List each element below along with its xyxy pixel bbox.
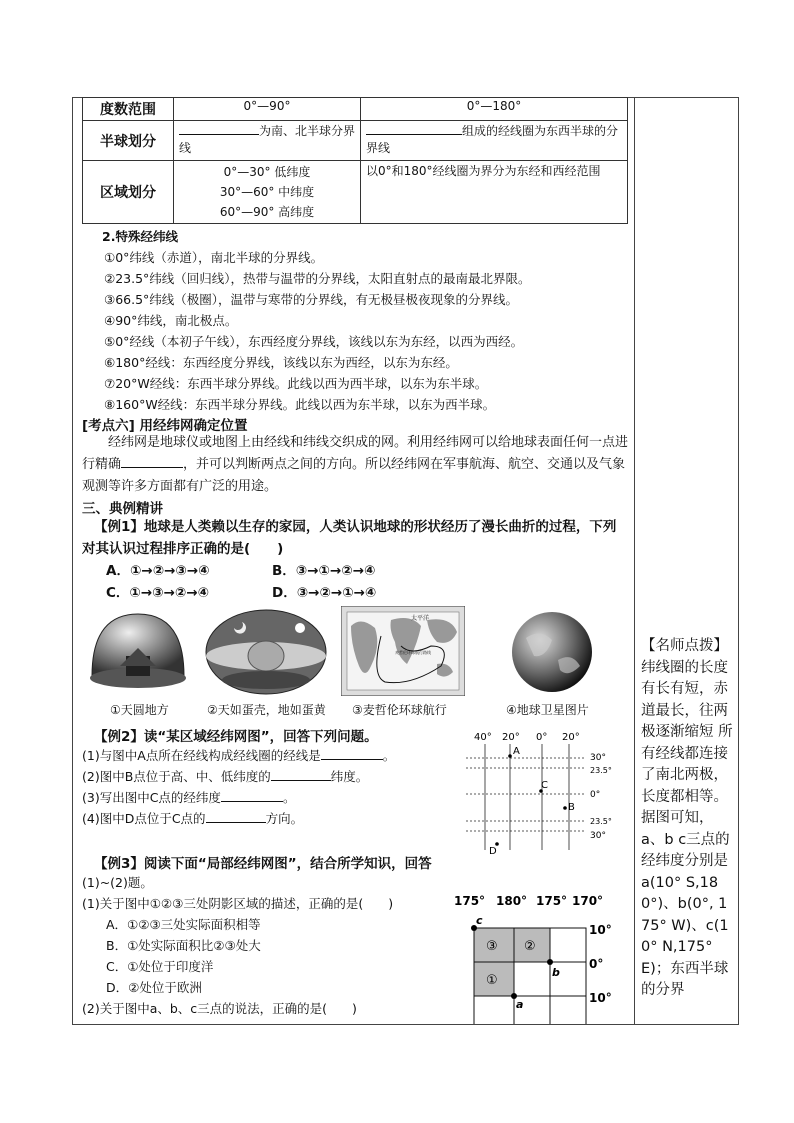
teacher-tip: 【名师点拨】纬线圈的长度有长有短，赤道最长，往两极逐渐缩短 所有经线都连接了南北两极，长度都相等。据图可知，a、b c三点的经纬度分别是a(10° S,180°)、b(0°, 175° W)、c(10° N,175° E)；东西半球的分界 <box>641 638 733 998</box>
ex2-item: (4)图中D点位于C点的 方向。 <box>82 811 304 826</box>
kp6-paragraph: 经纬网是地球仪或地图上由经线和纬线交织成的网。利用经纬网可以给地球表面任何一点进行精确 ，并可以判断两点之间的方向。所以经纬网在军事航海、航空、交通以及气象观测等许多方面都有广泛的用途。 <box>82 435 629 494</box>
special-item: ④90°纬线，南北极点。 <box>104 313 238 328</box>
ex3-sub1: (1)关于图中①②③三处阴影区域的描述，正确的是( ) <box>82 896 394 911</box>
point-label: A <box>513 746 520 757</box>
row-head: 度数范围 <box>83 98 174 121</box>
ex1-option: A．①→②→③→④ <box>106 563 210 579</box>
lat-label: 0° <box>590 790 601 800</box>
ex3-option: B．①处实际面积比②③处大 <box>106 938 261 953</box>
point-label: D <box>489 846 497 857</box>
row-head: 区域划分 <box>83 161 174 224</box>
local-grid-figure <box>452 890 622 1024</box>
lon-label: 175° <box>454 894 486 908</box>
special-item: ⑤0°经线（本初子午线），东西经度分界线，该线以东为东经，以西为西经。 <box>104 334 524 349</box>
region-label: ② <box>524 939 536 954</box>
lat-label: 0° <box>589 957 604 971</box>
caption: ③麦哲伦环球航行 <box>352 703 447 717</box>
special-title: 2.特殊经纬线 <box>102 229 178 244</box>
point-label: C <box>541 780 548 791</box>
ex1-option: D．③→②→①→④ <box>272 585 377 601</box>
special-item: ⑥180°经线：东西经度分界线，该线以东为西经，以东为东经。 <box>104 355 458 370</box>
ex2-question: 【例2】读“某区域经纬网图”，回答下列问题。 <box>94 729 378 745</box>
region-label: ③ <box>486 939 498 954</box>
egg-cosmos-image <box>204 608 328 696</box>
ex1-option: C．①→③→②→④ <box>106 585 210 601</box>
lat-hemisphere: 为南、北半球分界线 <box>174 121 361 161</box>
caption: ④地球卫星图片 <box>506 703 589 717</box>
lon-zones: 以0°和180°经线圈为界分为东经和西经范围 <box>361 161 628 224</box>
ex3-option: D．②处位于欧洲 <box>106 980 202 995</box>
lon-label: 175° <box>536 894 568 908</box>
lat-label: 23.5° <box>590 766 612 775</box>
ex2-item: (3)写出图中C点的经纬度 。 <box>82 790 296 805</box>
kp6-title: [考点六] 用经纬网确定位置 <box>82 418 248 434</box>
lon-label: 0° <box>536 732 548 743</box>
point-label: B <box>568 802 575 813</box>
point-label: a <box>516 998 524 1011</box>
ex2-item: (1)与图中A点所在经线构成经线圈的经线是 。 <box>82 748 396 763</box>
ex3-option: C．①处位于印度洋 <box>106 959 214 974</box>
lat-label: 10° <box>589 923 612 937</box>
ex2-item: (2)图中B点位于高、中、低纬度的 纬度。 <box>82 769 369 784</box>
region-label: ① <box>486 973 498 988</box>
ex3-sub2: (2)关于图中a、b、c三点的说法，正确的是( ) <box>82 1001 357 1016</box>
lat-label: 30° <box>590 831 606 841</box>
ex1-option: B．③→①→②→④ <box>272 563 376 579</box>
lon-label: 40° <box>474 732 492 743</box>
special-item: ②23.5°纬线（回归线），热带与温带的分界线，太阳直射点的最南最北界限。 <box>104 271 531 286</box>
point-label: c <box>476 914 483 927</box>
lat-label: 23.5° <box>590 817 612 826</box>
lon-label: 170° <box>572 894 604 908</box>
row-head: 半球划分 <box>83 121 174 161</box>
lat-label: 10° <box>589 991 612 1005</box>
lat-range: 0°—90° <box>174 98 361 121</box>
ex3-question: 【例3】阅读下面“局部经纬网图”，结合所学知识，回答 <box>94 856 432 872</box>
ex3-question-cont: (1)~(2)题。 <box>82 875 153 890</box>
section3-title: 三、典例精讲 <box>82 501 163 517</box>
special-item: ③66.5°纬线（极圈），温带与寒带的分界线，有无极昼极夜现象的分界线。 <box>104 292 519 307</box>
ocean-label: 太平洋 <box>411 615 430 622</box>
caption: ②天如蛋壳，地如蛋黄 <box>207 703 326 717</box>
region-grid-figure <box>458 728 618 860</box>
special-item: ⑦20°W经线：东西半球分界线。此线以西为西半球，以东为东半球。 <box>104 376 488 391</box>
special-item: ⑧160°W经线：东西半球分界线。此线以西为东半球，以东为西半球。 <box>104 397 496 412</box>
route-label: 麦哲伦环球航行路线 <box>395 650 431 655</box>
ex3-option: A．①②③三处实际面积相等 <box>106 917 261 932</box>
lat-zones: 0°—30° 低纬度 30°—60° 中纬度 60°—90° 高纬度 <box>174 161 361 224</box>
special-item: ①0°纬线（赤道），南北半球的分界线。 <box>104 250 324 265</box>
lon-label: 20° <box>502 732 520 743</box>
lat-label: 30° <box>590 753 606 763</box>
dome-earth-image <box>86 608 190 696</box>
lon-label: 20° <box>562 732 580 743</box>
lon-range: 0°—180° <box>361 98 628 121</box>
point-label: b <box>552 966 560 979</box>
ex1-question: 【例1】地球是人类赖以生存的家园，人类认识地球的形状经历了漫长曲折的过程，下列对其认识过程排序正确的是( ) <box>82 519 617 557</box>
lon-label: 180° <box>496 894 528 908</box>
column-divider <box>634 97 635 1025</box>
magellan-route-map <box>341 606 465 696</box>
lat-lon-table <box>82 97 628 224</box>
earth-satellite-image <box>506 608 598 696</box>
lon-hemisphere: 组成的经线圈为东西半球的分界线 <box>361 121 628 161</box>
caption: ①天圆地方 <box>110 703 169 717</box>
